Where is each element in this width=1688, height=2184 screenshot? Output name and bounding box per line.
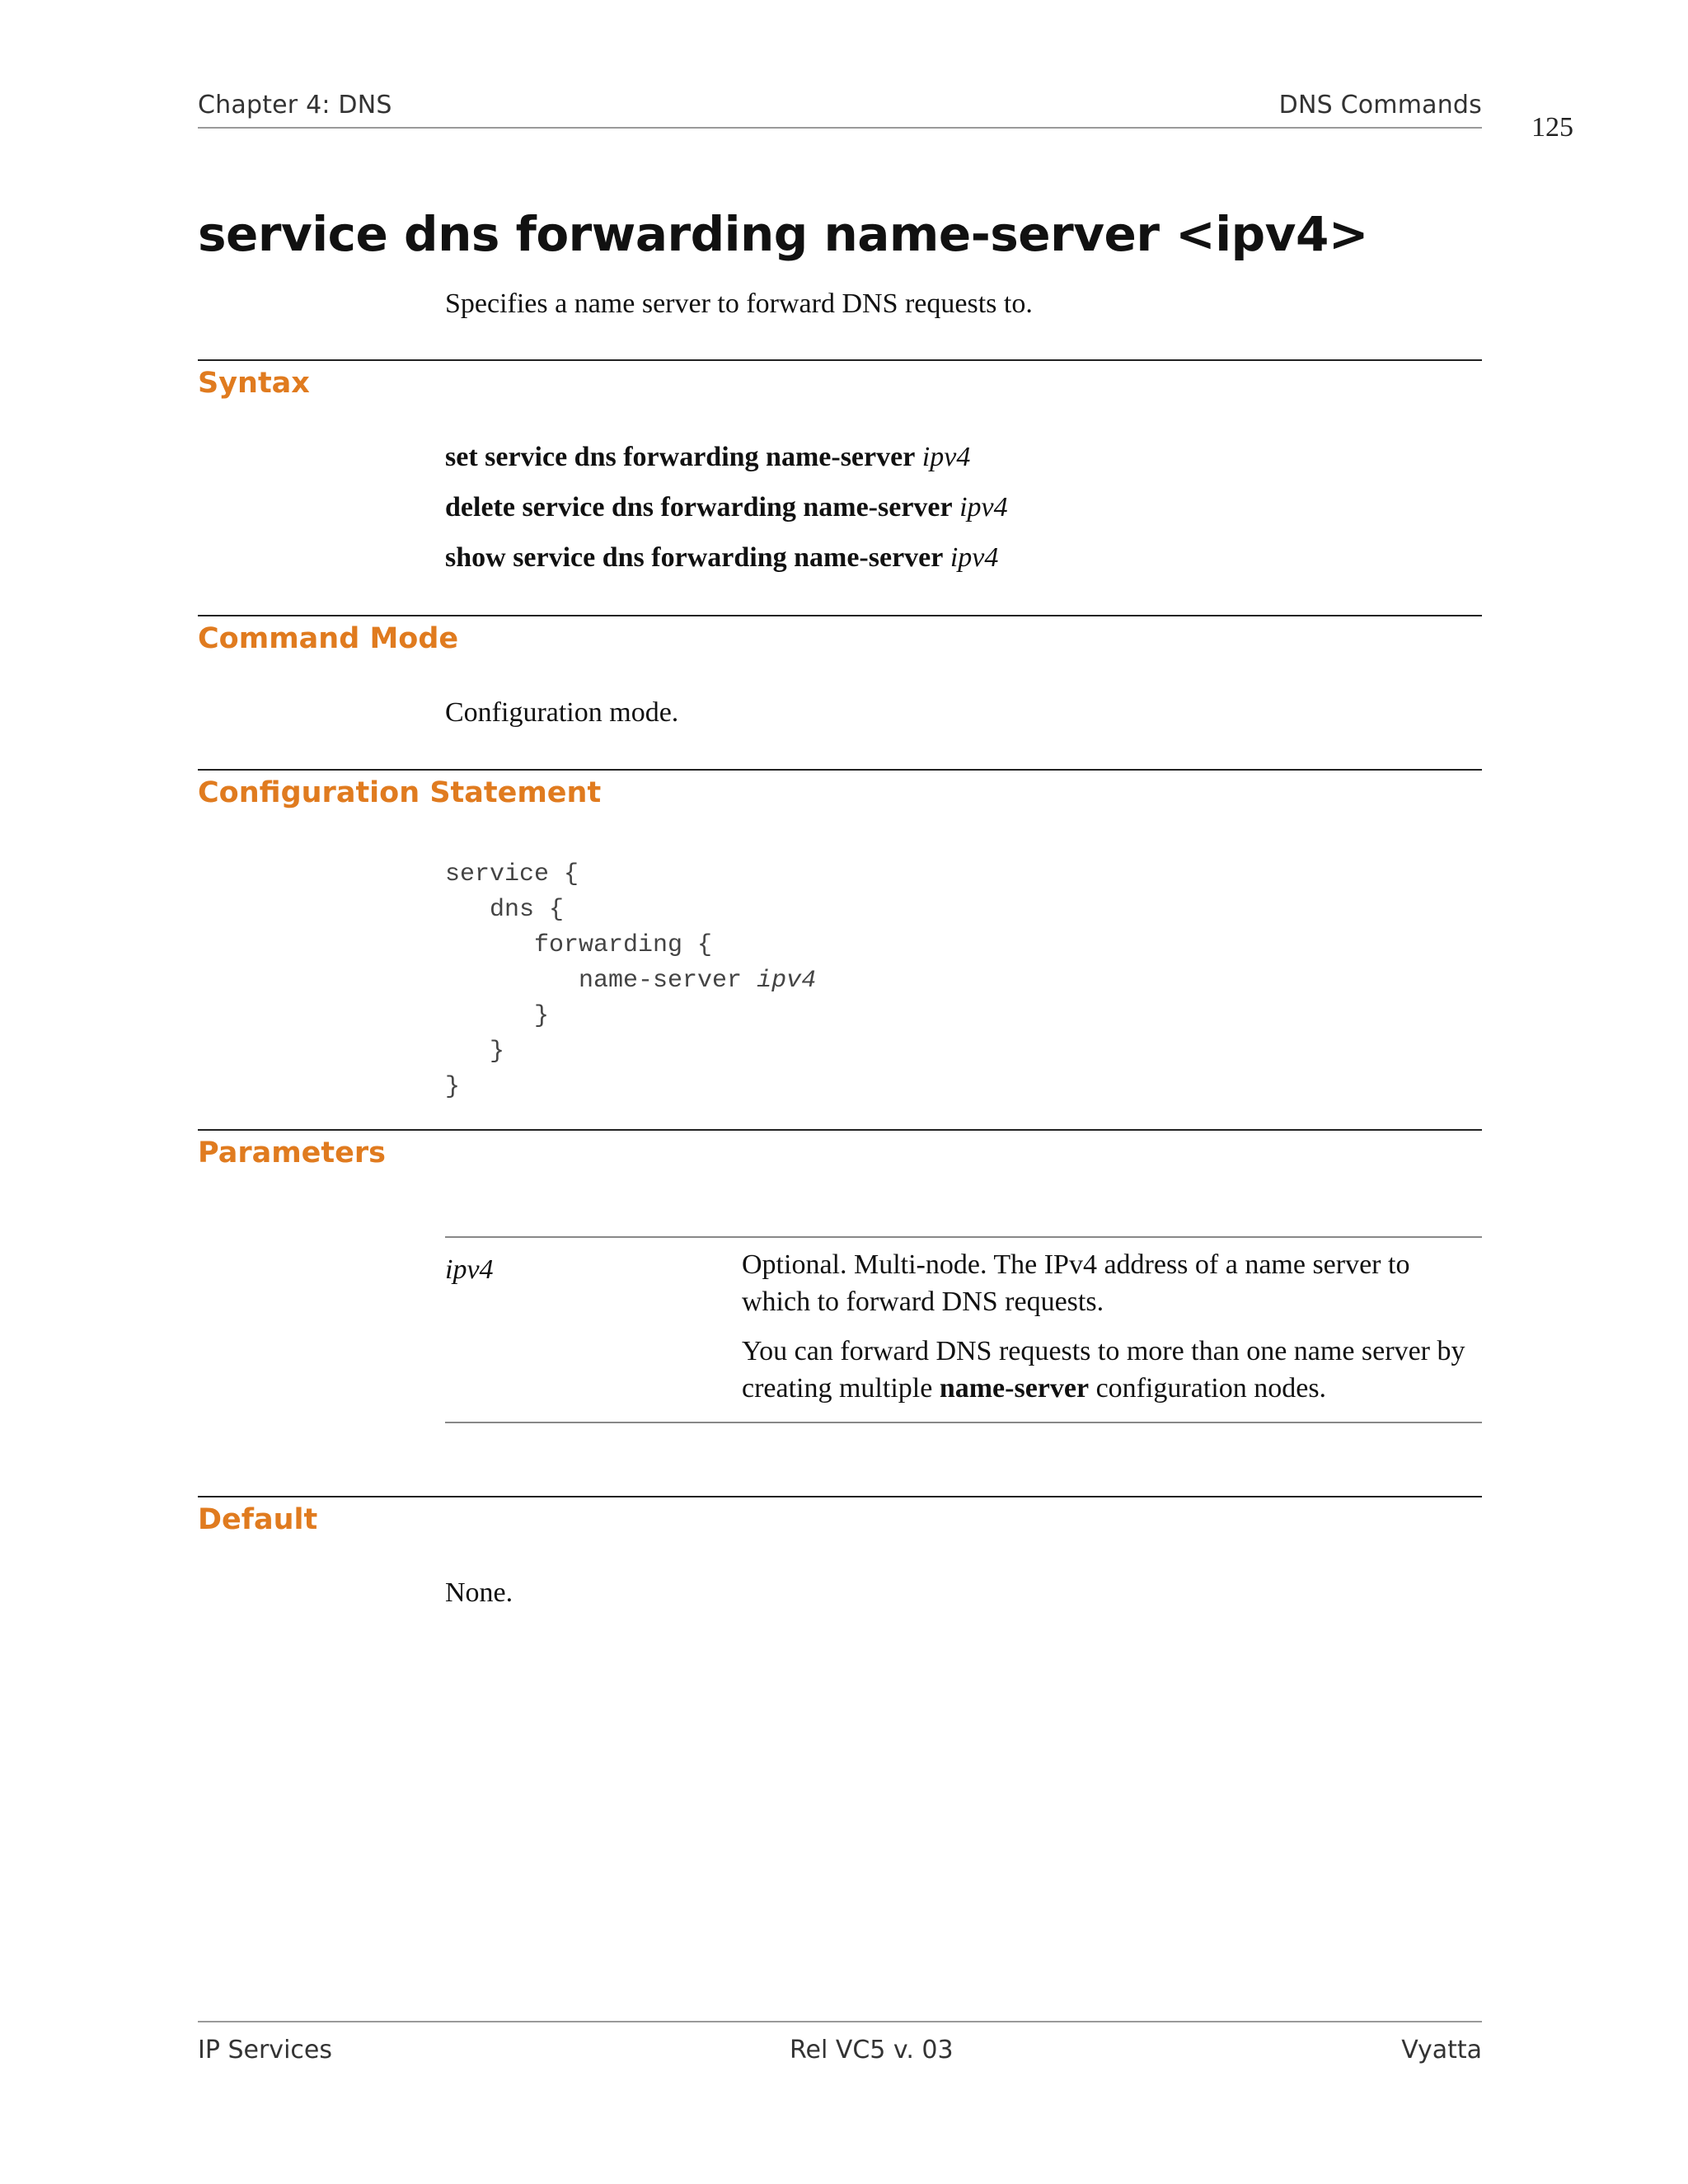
footer-release: Rel VC5 v. 03	[790, 2036, 954, 2064]
section-divider-command-mode	[198, 615, 1482, 616]
parameters-table-top-rule	[445, 1236, 1482, 1238]
section-heading-command-mode: Command Mode	[198, 622, 459, 655]
parameter-note-text: You can forward DNS requests to more than one name server by creating multiple	[742, 1336, 1465, 1404]
syntax-command: show service dns forwarding name-server	[445, 542, 944, 573]
syntax-argument: ipv4	[959, 492, 1008, 523]
page-number: 125	[1531, 112, 1573, 143]
code-line: }	[445, 1073, 461, 1101]
default-text: None.	[445, 1577, 513, 1608]
section-divider-parameters	[198, 1129, 1482, 1131]
section-divider-syntax	[198, 359, 1482, 361]
section-heading-syntax: Syntax	[198, 367, 310, 400]
parameter-description-note	[742, 1333, 1467, 1407]
footer-divider	[198, 2021, 1482, 2022]
syntax-line-show	[445, 542, 998, 574]
page-title: service dns forwarding name-server <ipv4>	[198, 206, 1368, 262]
section-divider-default	[198, 1496, 1482, 1497]
code-line: }	[445, 1002, 550, 1030]
footer-product: IP Services	[198, 2036, 332, 2064]
parameter-name: ipv4	[445, 1254, 494, 1285]
footer-vendor: Vyatta	[1401, 2036, 1482, 2064]
parameters-table-bottom-rule	[445, 1422, 1482, 1423]
section-heading-default: Default	[198, 1503, 318, 1536]
header-divider	[198, 127, 1482, 129]
code-line: name-server	[445, 967, 757, 995]
syntax-command: delete service dns forwarding name-server	[445, 492, 953, 523]
syntax-command: set service dns forwarding name-server	[445, 442, 916, 472]
code-line: dns {	[445, 896, 565, 924]
parameter-description: Optional. Multi-node. The IPv4 address of a name server to which to forward DNS requests.	[742, 1249, 1410, 1317]
section-divider-configuration-statement	[198, 769, 1482, 771]
parameter-note-text: configuration nodes.	[1089, 1373, 1327, 1404]
configuration-code-block	[445, 857, 816, 1105]
section-heading-configuration-statement: Configuration Statement	[198, 776, 602, 809]
command-mode-text: Configuration mode.	[445, 697, 679, 728]
header-section: DNS Commands	[1278, 91, 1482, 120]
parameter-note-keyword: name-server	[939, 1373, 1090, 1404]
code-line: }	[445, 1038, 505, 1066]
section-heading-parameters: Parameters	[198, 1137, 386, 1169]
code-line: forwarding {	[445, 931, 713, 959]
header-chapter: Chapter 4: DNS	[198, 91, 392, 120]
syntax-line-delete	[445, 492, 1008, 523]
intro-text: Specifies a name server to forward DNS requests to.	[445, 288, 1033, 319]
syntax-argument: ipv4	[921, 442, 971, 472]
syntax-argument: ipv4	[950, 542, 999, 573]
code-argument: ipv4	[757, 967, 817, 995]
code-line: service {	[445, 860, 579, 888]
syntax-line-set	[445, 442, 970, 473]
